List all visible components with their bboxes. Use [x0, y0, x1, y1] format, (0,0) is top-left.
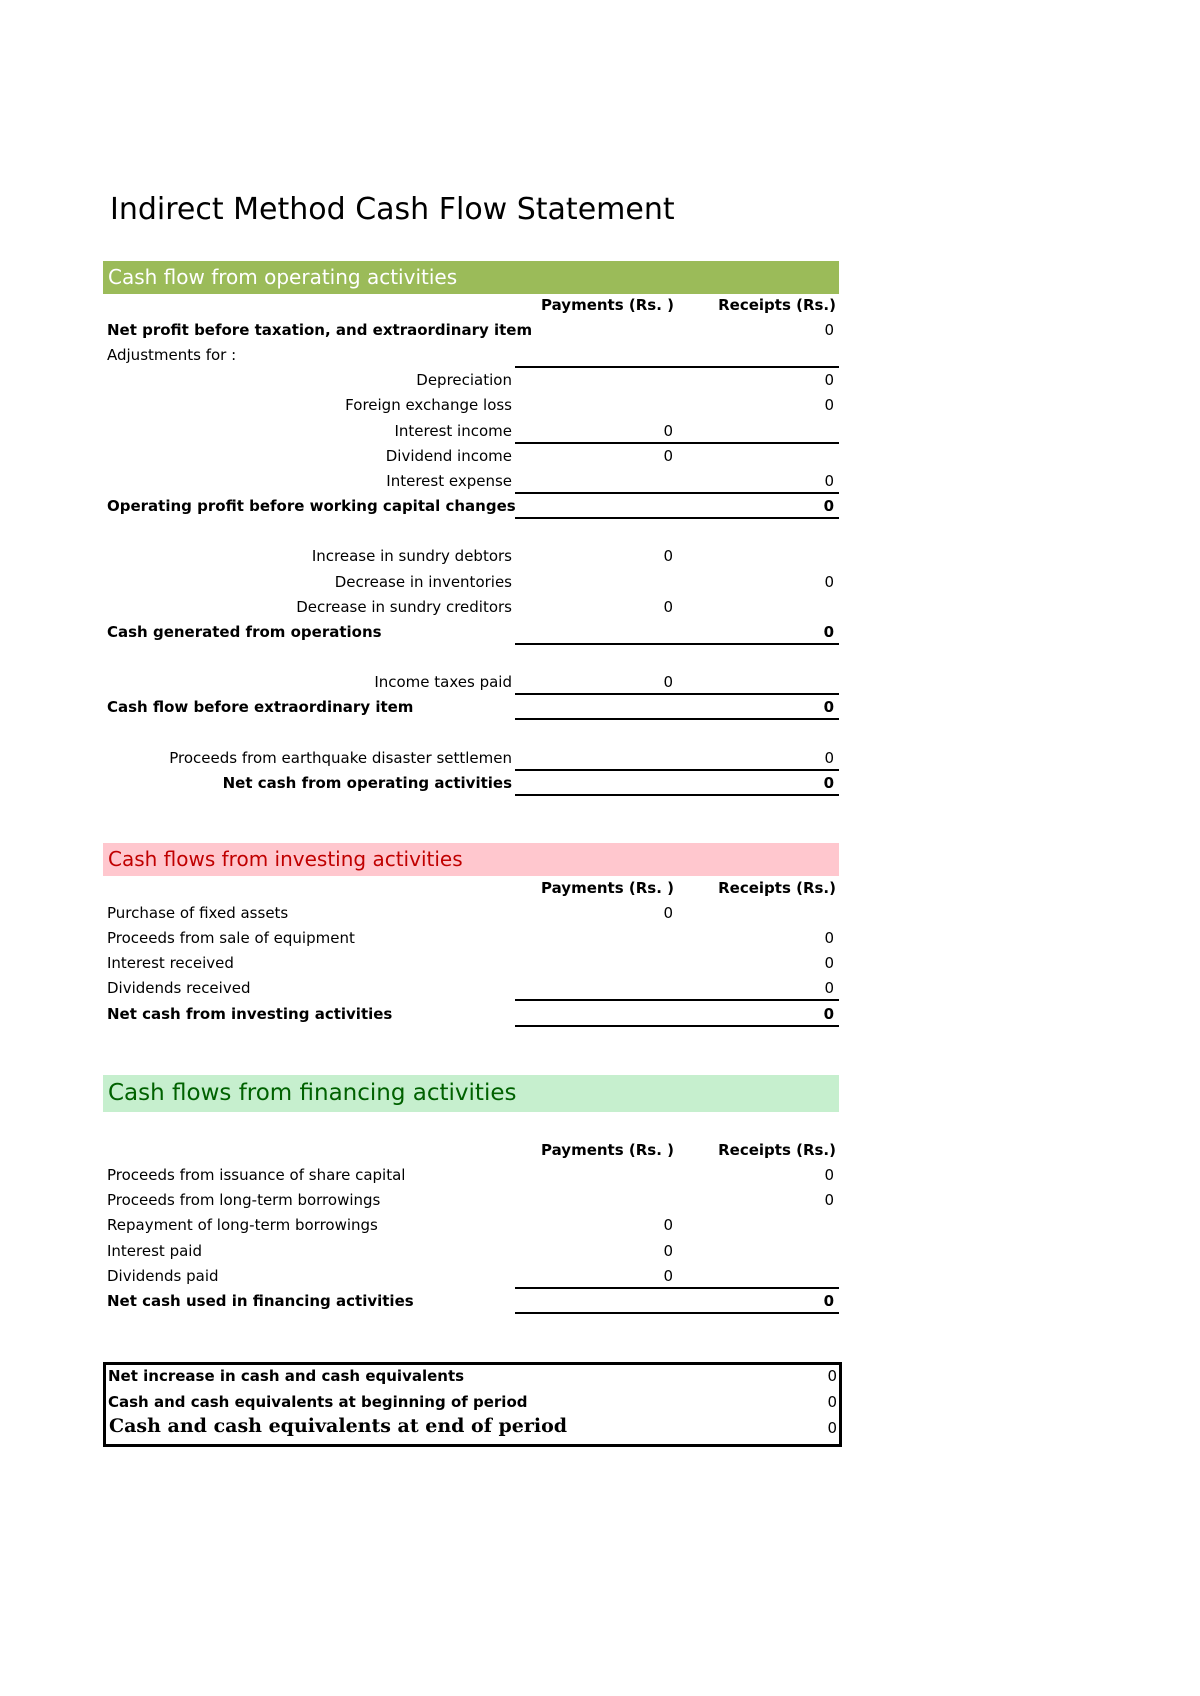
- financing-row-receipt: 0: [824, 1166, 834, 1184]
- summary-label: Net increase in cash and cash equivalents: [108, 1367, 465, 1385]
- financing-row-label: Repayment of long-term borrowings: [107, 1216, 378, 1234]
- investing-section-header: [103, 843, 839, 876]
- rule: [515, 1287, 839, 1289]
- working-capital-label: Decrease in inventories: [334, 573, 512, 591]
- adjustment-label: Interest expense: [386, 472, 512, 490]
- investing-row-label: Purchase of fixed assets: [107, 904, 289, 922]
- rule: [515, 1312, 839, 1314]
- working-capital-receipt: 0: [824, 573, 834, 591]
- rule: [515, 442, 839, 444]
- financing-row-receipt: 0: [824, 1191, 834, 1209]
- working-capital-label: Increase in sundry debtors: [311, 547, 512, 565]
- financing-row-label: Proceeds from issuance of share capital: [107, 1166, 406, 1184]
- rule: [515, 517, 839, 519]
- investing-header-text: Cash flows from investing activities: [108, 847, 463, 871]
- adjustment-label: Depreciation: [416, 371, 512, 389]
- rule: [515, 643, 839, 645]
- operating-profit-receipt: 0: [823, 497, 834, 515]
- rule: [515, 366, 839, 368]
- rule: [515, 769, 839, 771]
- working-capital-label: Decrease in sundry creditors: [296, 598, 512, 616]
- summary-box: [103, 1362, 842, 1447]
- rule: [515, 1025, 839, 1027]
- financing-row-label: Interest paid: [107, 1242, 202, 1260]
- net-operating-label: Net cash from operating activities: [222, 774, 512, 792]
- rule: [515, 492, 839, 494]
- rule: [515, 999, 839, 1001]
- financing-row-payment: 0: [663, 1216, 673, 1234]
- adjustment-payment: 0: [663, 447, 673, 465]
- financing-row-payment: 0: [663, 1242, 673, 1260]
- net-investing-receipt: 0: [823, 1005, 834, 1023]
- adjustment-receipt: 0: [824, 396, 834, 414]
- financing-row-label: Proceeds from long-term borrowings: [107, 1191, 381, 1209]
- adjustment-payment: 0: [663, 422, 673, 440]
- investing-row-receipt: 0: [824, 954, 834, 972]
- before-extraordinary-receipt: 0: [823, 698, 834, 716]
- earthquake-receipt: 0: [824, 749, 834, 767]
- financing-payments-col-header: Payments (Rs. ): [541, 1141, 674, 1159]
- investing-row-label: Proceeds from sale of equipment: [107, 929, 355, 947]
- summary-value: 0: [827, 1367, 837, 1385]
- investing-row-label: Interest received: [107, 954, 234, 972]
- financing-header-text: Cash flows from financing activities: [108, 1080, 517, 1106]
- net-financing-label: Net cash used in financing activities: [107, 1292, 414, 1310]
- before-extraordinary-label: Cash flow before extraordinary item: [107, 698, 414, 716]
- investing-row-receipt: 0: [824, 929, 834, 947]
- rule: [515, 794, 839, 796]
- adjustment-label: Interest income: [394, 422, 512, 440]
- summary-label: Cash and cash equivalents at end of period: [109, 1415, 568, 1437]
- net-profit-receipt: 0: [824, 321, 834, 339]
- summary-value: 0: [827, 1419, 837, 1437]
- rule: [515, 718, 839, 720]
- net-operating-receipt: 0: [823, 774, 834, 792]
- page-title: Indirect Method Cash Flow Statement: [110, 192, 675, 227]
- earthquake-label: Proceeds from earthquake disaster settlemen: [169, 749, 512, 767]
- investing-receipts-col-header: Receipts (Rs.): [718, 879, 836, 897]
- adjustment-receipt: 0: [824, 371, 834, 389]
- operating-section-header: [103, 261, 839, 294]
- financing-section-header: [103, 1075, 839, 1112]
- income-taxes-payment: 0: [663, 673, 673, 691]
- working-capital-payment: 0: [663, 547, 673, 565]
- investing-row-receipt: 0: [824, 979, 834, 997]
- summary-value: 0: [827, 1393, 837, 1411]
- adjustment-label: Dividend income: [385, 447, 512, 465]
- adjustment-label: Foreign exchange loss: [345, 396, 512, 414]
- operating-payments-col-header: Payments (Rs. ): [541, 296, 674, 314]
- investing-row-label: Dividends received: [107, 979, 251, 997]
- summary-label: Cash and cash equivalents at beginning of period: [108, 1393, 528, 1411]
- cash-generated-label: Cash generated from operations: [107, 623, 382, 641]
- income-taxes-label: Income taxes paid: [374, 673, 512, 691]
- operating-receipts-col-header: Receipts (Rs.): [718, 296, 836, 314]
- net-profit-label: Net profit before taxation, and extraordinary item: [107, 321, 533, 339]
- adjustment-receipt: 0: [824, 472, 834, 490]
- operating-profit-label: Operating profit before working capital changes: [107, 497, 516, 515]
- rule: [515, 693, 839, 695]
- financing-receipts-col-header: Receipts (Rs.): [718, 1141, 836, 1159]
- financing-row-label: Dividends paid: [107, 1267, 219, 1285]
- operating-header-text: Cash flow from operating activities: [108, 265, 458, 289]
- investing-payments-col-header: Payments (Rs. ): [541, 879, 674, 897]
- working-capital-payment: 0: [663, 598, 673, 616]
- net-financing-receipt: 0: [823, 1292, 834, 1310]
- investing-row-payment: 0: [663, 904, 673, 922]
- net-investing-label: Net cash from investing activities: [107, 1005, 393, 1023]
- cash-generated-receipt: 0: [823, 623, 834, 641]
- adjustments-label: Adjustments for :: [107, 346, 237, 364]
- financing-row-payment: 0: [663, 1267, 673, 1285]
